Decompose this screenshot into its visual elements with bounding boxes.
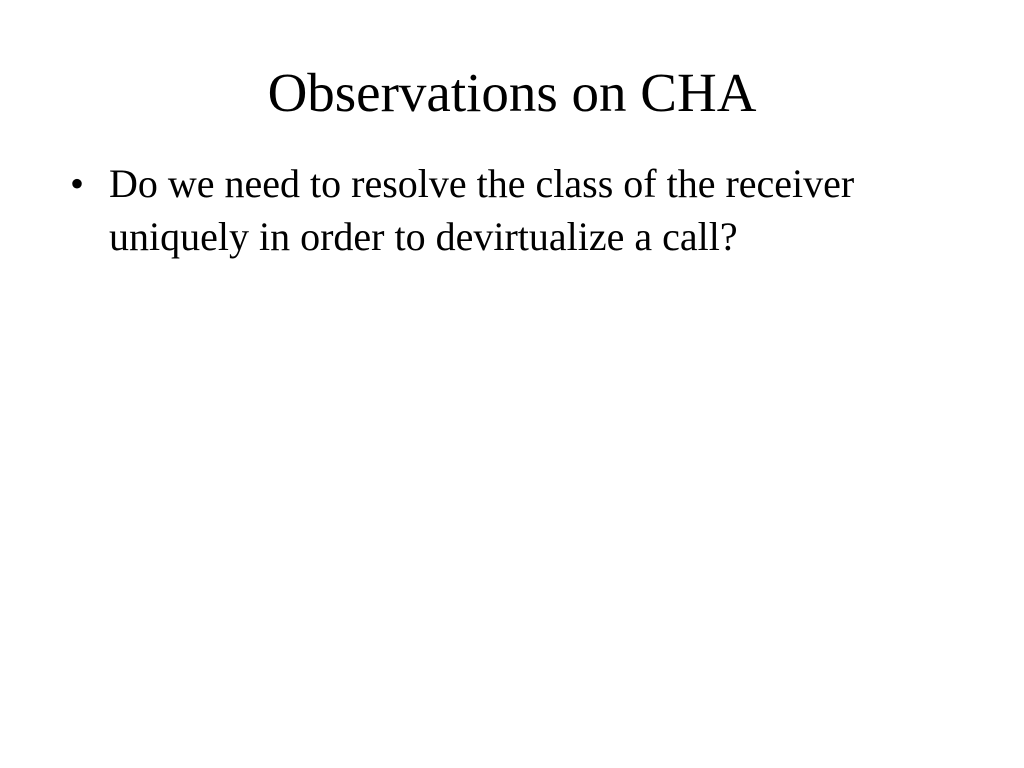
- bullet-text: Do we need to resolve the class of the receiver uniquely in order to devirtualize a call?: [109, 161, 855, 259]
- slide-title: Observations on CHA: [267, 62, 757, 123]
- bullet-item: [70, 157, 950, 263]
- bullet-list: [70, 157, 950, 263]
- bullet-marker: •: [70, 161, 85, 206]
